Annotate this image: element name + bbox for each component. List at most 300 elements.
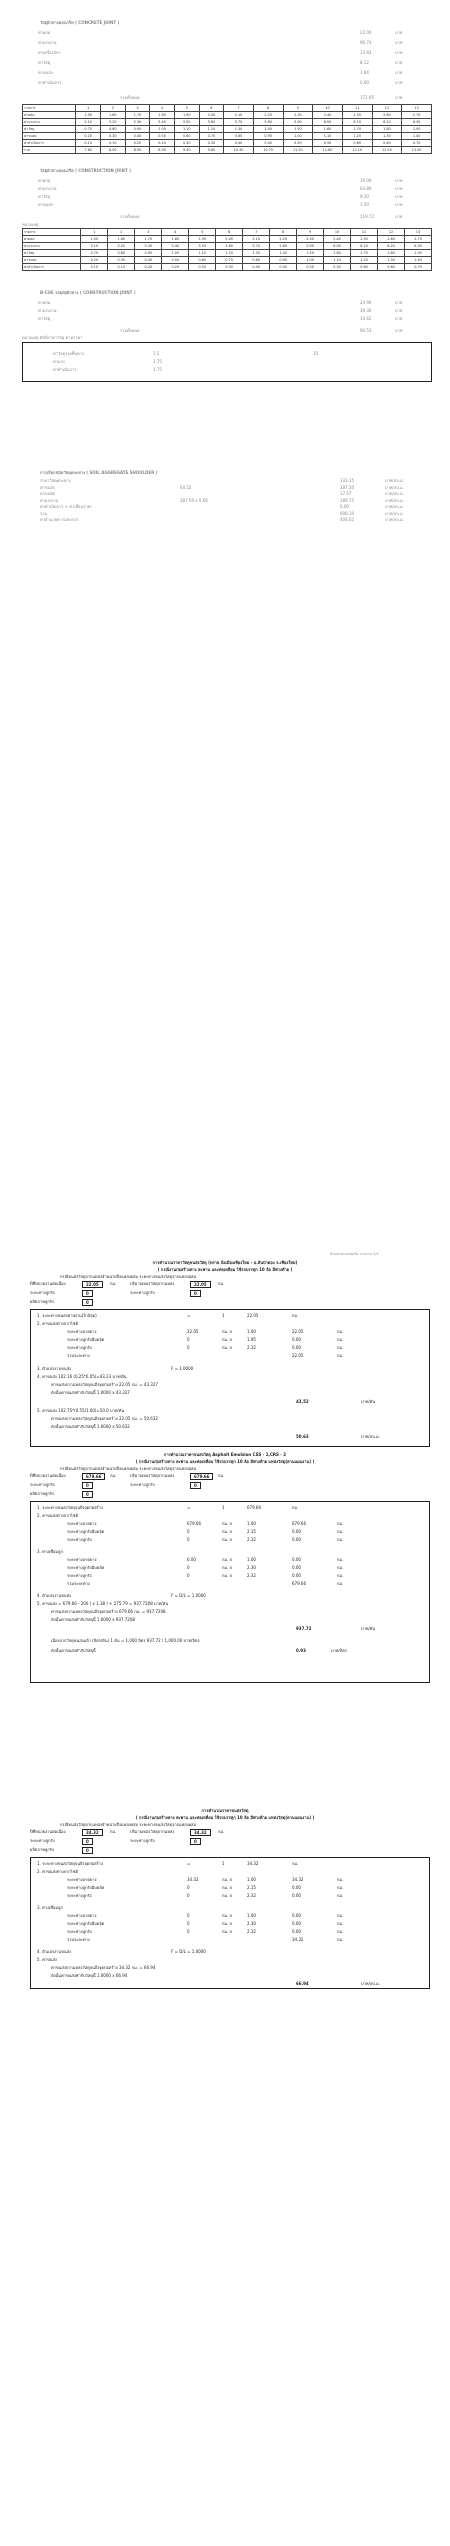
table-cell: 1.00 [162, 250, 189, 257]
header-field-f2-label: ปริมาณของวัสดุจากแหล่ง [130, 1829, 175, 1834]
row-label: ค่าขนส่ง [40, 484, 55, 490]
calc-line-d: 0.00 [292, 1921, 301, 1926]
calc-line-label: ระยะทางลาดยาง [67, 1521, 97, 1526]
header-field-f2-val: 34.32 [190, 1829, 211, 1836]
calc-line-label: 1. ระยะทางขนส่งวัสดุจนถึงจุดก่อสร้าง [37, 1861, 103, 1866]
row-value: 287.50 [340, 484, 354, 490]
formula-line: 5. ค่าขนส่ง [37, 1957, 57, 1962]
row-label: ค่าวัสดุ [38, 194, 51, 199]
calc-line-d: 0.00 [292, 1893, 301, 1898]
formula-line: 5. ค่าขนส่ง 102.75*(0.55/1.00)=50.0 บาท/ตัน [37, 1408, 125, 1413]
header-field-f2-unit: กม. [218, 1473, 225, 1478]
row-value: 24.90 [360, 300, 372, 305]
calc-line-b: กม. x [222, 1557, 232, 1562]
table-cell: 10.30 [224, 147, 254, 154]
calc-line-c: 1.95 [247, 1337, 256, 1342]
calc-line-b: กม. x [222, 1893, 232, 1898]
table-cell: 1.30 [378, 257, 405, 264]
header-field-f3-label: ระยะทางลูกรัง [30, 1482, 55, 1487]
calc-line-d: กม. [292, 1313, 299, 1318]
calc-line-label: ระยะทางลาดยาง [67, 1329, 97, 1334]
calc-line-label: ระยะทางลูกรังมีบดอัด [67, 1565, 105, 1570]
table-cell: 0.30 [108, 257, 135, 264]
table-cell: 2.20 [270, 236, 297, 243]
table-cell: ค่าดำเนินการ [23, 264, 81, 271]
table-cell: 0.20 [125, 140, 150, 147]
table-cell: ค่าขนส่ง [23, 133, 76, 140]
row-label: ค่าวัสดุ [38, 60, 51, 65]
table-cell: ค่าผสม [23, 112, 76, 119]
table-cell: 1.80 [162, 236, 189, 243]
row-label: ค่าแรงงาน [38, 40, 57, 45]
formula-detail: ค่าขนส่งจากแหล่งวัสดุจนถึงจุดก่อสร้าง 34.32 กม. = 66.94 [51, 1965, 156, 1970]
table-cell: 1.10 [189, 250, 216, 257]
calc-line-c: 1.00 [247, 1521, 256, 1526]
table-cell: 1.00 [297, 257, 324, 264]
header-field-f1-label: ปีที่หน่วยงานต่อเนื่อง [30, 1473, 66, 1478]
row-middle: 64.52 [180, 484, 192, 490]
calc-line-c: 679.66 [247, 1505, 261, 1510]
calc-line-e: กม. [337, 1521, 344, 1526]
factor-expression: F = 1.0000 [171, 1366, 194, 1371]
section-title: B-COE รอยต่อผิวทาง ( CONSTRUCTION JOINT ) [40, 290, 136, 295]
calc-line-a: 0 [187, 1921, 190, 1926]
calc-box [30, 1857, 430, 1989]
calc-line-e: กม. [337, 1893, 344, 1898]
row-unit: บาท [395, 316, 403, 321]
calc-line-e: กม. [337, 1345, 344, 1350]
table-header-cell: 4 [150, 105, 175, 112]
row-unit: บาท [395, 70, 403, 75]
row-value: 8.12 [360, 60, 369, 65]
row-unit: บาท [395, 30, 403, 35]
table-cell: 0.60 [378, 264, 405, 271]
table-cell: 0.40 [224, 140, 254, 147]
calc-line-e: กม. [337, 1877, 344, 1882]
calc-line-e: กม. [337, 1581, 344, 1586]
formula-detail: ดังนั้นค่าขนส่งทำกับวัสดุนี้ [51, 1648, 96, 1653]
table-cell: 5.80 [270, 243, 297, 250]
calc-line-label: ระยะทางลูกรัง [67, 1929, 92, 1934]
calc-line-d: 0.00 [292, 1345, 301, 1350]
calc-line-d: 34.32 [292, 1877, 304, 1882]
calc-line-c: 2.30 [247, 1565, 256, 1570]
table-cell: 13.00 [402, 147, 432, 154]
table-cell: 1.10 [324, 257, 351, 264]
header-field-f5-val: 0 [82, 1299, 93, 1306]
calc-line-b: กม. x [222, 1537, 232, 1542]
table-cell: 5.50 [174, 119, 199, 126]
row-value-a: 1.75 [153, 367, 162, 372]
table-cell: 1.20 [342, 133, 372, 140]
result-value: 0.93 [296, 1648, 306, 1653]
calc-line-label: ระยะทางลาดยาง [67, 1913, 97, 1918]
table-cell: 2.40 [313, 112, 343, 119]
table-cell: ค่าวัสดุ [23, 126, 76, 133]
calc-line-b: 1 [222, 1861, 225, 1866]
row-unit: บาท [395, 308, 403, 313]
calc-line-e: กม. [337, 1913, 344, 1918]
table-header-cell: 10 [313, 105, 343, 112]
calc-line-d: 679.66 [292, 1581, 306, 1586]
note-text: หมายเหตุ ดัชนีราคาวัสดุ ตามราคา [22, 335, 83, 340]
calc-title: การคำนวณราคาขนส่งวัสดุ [201, 1808, 249, 1813]
table-cell: 0.50 [283, 140, 313, 147]
table-cell: 6.20 [372, 119, 402, 126]
table-cell: 2.00 [216, 236, 243, 243]
calc-line-a: 0 [187, 1929, 190, 1934]
table-cell: ค่าวัสดุ [23, 250, 81, 257]
table-cell: 0.80 [243, 257, 270, 264]
row-label: ค่าขนส่ง [38, 70, 53, 75]
calc-title: การคำนวณราคาขนส่งวัสดุ Asphalt Emulsion CSS - 1,CRS - 2 [163, 1452, 287, 1457]
row-label: ค่าผสม [38, 300, 51, 305]
table-cell: 0.10 [81, 264, 108, 271]
table-cell: ค่าแรงงาน [23, 243, 81, 250]
formula-detail: ค่าขนส่งจากแหล่งวัสดุจนถึงจุดก่อสร้าง 679.66 กม. = 937.7208 [51, 1609, 166, 1614]
factor-label: 4. ตัวแปรงานขนส่ง [37, 1593, 71, 1598]
formula-line: 4. ค่าขนส่ง 102.16 (0.25*0.05)=43.23 บาท/ตัน [37, 1374, 127, 1379]
calc-line-a: 34.32 [187, 1877, 199, 1882]
table-cell: 0.20 [81, 257, 108, 264]
row-unit: บาท [395, 300, 403, 305]
calc-line-a: 0 [187, 1529, 190, 1534]
table-cell: 0.70 [402, 140, 432, 147]
table-cell: 9.40 [174, 147, 199, 154]
table-cell: 1.70 [135, 236, 162, 243]
table-cell: 0.60 [189, 257, 216, 264]
result-unit: บาท/ลบ.ม. [361, 1434, 380, 1439]
table-cell: 8.50 [125, 147, 150, 154]
calc-subtitle: ( กรณีงานก่อสร้างทาง สะพาน และท่อเหลี่ยม ใช้รถบรรทุก 10 ล้อ มีพ่วงท้าย ) [157, 1267, 293, 1272]
calc-line-c: 2.32 [247, 1573, 256, 1578]
total-unit: บาท [395, 328, 403, 333]
header-field-f3-val: 0 [82, 1290, 93, 1297]
cost-table-2 [22, 228, 432, 271]
table-header-cell: 13 [404, 229, 431, 236]
header-field-f2-val: 679.66 [190, 1473, 213, 1480]
table-cell: 7.60 [76, 147, 101, 154]
table-cell: 0.90 [270, 257, 297, 264]
calc-line-b: กม. x [222, 1529, 232, 1534]
header-field-f2-unit: กม. [218, 1829, 225, 1834]
row-value: 19.00 [360, 178, 372, 183]
table-header-cell: 2 [108, 229, 135, 236]
calc-line-b: กม. x [222, 1921, 232, 1926]
table-cell: 0.50 [162, 257, 189, 264]
calc-line-e: กม. [337, 1921, 344, 1926]
factor-label: 4. ตัวแปรงานขนส่ง [37, 1949, 71, 1954]
formula-detail: ดังนั้นค่าขนส่งทำกับวัสดุนี้ 1.0000 x 43.327 [51, 1390, 130, 1395]
table-cell: 1.90 [402, 126, 432, 133]
table-cell: 5.70 [224, 119, 254, 126]
header-field-f2-val: 22.05 [190, 1281, 211, 1288]
calc-line-d: 0.00 [292, 1337, 301, 1342]
table-cell: 0.50 [150, 133, 175, 140]
table-cell: 2.30 [283, 112, 313, 119]
row-unit: บาท [395, 202, 403, 207]
formula-detail: ค่าขนส่งจากแหล่งวัสดุจนถึงจุดก่อสร้าง 22.05 กม. = 50.632 [51, 1416, 158, 1421]
calc-line-c: 2.32 [247, 1345, 256, 1350]
table-cell: 12.10 [342, 147, 372, 154]
table-cell: 1.60 [313, 126, 343, 133]
row-value: 39.30 [360, 308, 372, 313]
row-label: ค่าผสม [38, 30, 51, 35]
table-cell: 1.90 [174, 112, 199, 119]
sub-title: 3. ทางเชื่อมลูก [37, 1905, 63, 1910]
result-unit: บาท/ตัน [361, 1399, 376, 1404]
factor-label: 3. ตัวแปรงานขนส่ง [37, 1366, 71, 1371]
table-header-cell: รายการ [23, 229, 81, 236]
table-cell: 6.10 [351, 243, 378, 250]
table-cell: 1.90 [189, 236, 216, 243]
table-cell: 0.70 [199, 133, 224, 140]
table-cell: 0.30 [199, 140, 224, 147]
row-label: ค่าขนส่ง [38, 202, 53, 207]
table-header-cell: 6 [216, 229, 243, 236]
table-header-cell: รายการ [23, 105, 76, 112]
header-field-f5-label: ผลิตภาพลูกรัง [30, 1299, 54, 1304]
table-cell: 0.30 [216, 264, 243, 271]
table-cell: 1.60 [100, 112, 125, 119]
header-field-f5-val: 0 [82, 1491, 93, 1498]
table-cell: 1.30 [243, 250, 270, 257]
table-header-cell: 11 [342, 105, 372, 112]
row-label: ค่าแรงงาน [38, 308, 57, 313]
table-cell: 2.50 [342, 112, 372, 119]
table-cell: 0.30 [189, 264, 216, 271]
table-cell: 5.80 [253, 119, 283, 126]
table-cell: 0.50 [313, 140, 343, 147]
table-cell: 2.00 [199, 112, 224, 119]
table-cell: 1.90 [404, 250, 431, 257]
calc-line-label: ระยะทางลูกรัง [67, 1345, 92, 1350]
row-label: ค่าอำนวยความสะดวก [40, 517, 79, 522]
calc-line-label: ระยะทางลาดยาง [67, 1557, 97, 1562]
result-value: 50.63 [296, 1434, 309, 1439]
table-cell: 0.80 [108, 250, 135, 257]
table-cell: ค่าขนส่ง [23, 257, 81, 264]
calc-line-label: 2. ค่าขนส่งทางจากไซต์ [37, 1513, 79, 1518]
row-unit: บาท/ลบ.ม. [385, 497, 404, 503]
calc-line-c: 2.32 [247, 1929, 256, 1934]
table-cell: 1.40 [253, 126, 283, 133]
table-cell: 5.10 [76, 119, 101, 126]
row-value: 608.10 [340, 510, 354, 516]
result-value: 66.94 [296, 1981, 309, 1986]
table-cell: 1.10 [313, 133, 343, 140]
table-cell: 2.60 [372, 112, 402, 119]
table-cell: 0.40 [253, 140, 283, 147]
table-cell: 5.90 [283, 119, 313, 126]
calc-line-label: 1. ระยะทางขนส่งวัสดุจนถึงจุดก่อสร้าง [37, 1505, 103, 1510]
calc-line-label: รวมระยะทาง [67, 1937, 90, 1942]
header-field-f1-val: 679.66 [82, 1473, 105, 1480]
row-value-b: 35 [313, 351, 319, 356]
calc-line-b: กม. x [222, 1877, 232, 1882]
table-cell: 0.10 [108, 264, 135, 271]
header-field-f3-val: 0 [82, 1482, 93, 1489]
row-label: ค่าแรงงาน [38, 186, 57, 191]
calc-line-c: 1.00 [247, 1329, 256, 1334]
table-cell: 12.50 [372, 147, 402, 154]
calc-line-d: 0.00 [292, 1929, 301, 1934]
result-unit: บาท/ลบ.ม. [361, 1981, 380, 1986]
header-field-f4-val: 0 [190, 1290, 201, 1297]
table-cell: 1.20 [351, 257, 378, 264]
calc-line-d: 0.00 [292, 1885, 301, 1890]
calc-line-label: รวมระยะทาง [67, 1581, 90, 1586]
table-cell: 5.10 [81, 243, 108, 250]
row-label: ค่าผสม [38, 178, 51, 183]
calc-line-label: 1. ระยะทางขนส่งทางผ่าน(ใกล้สุด) [37, 1313, 97, 1318]
header-field-f3-val: 0 [82, 1838, 93, 1845]
table-cell: 0.70 [81, 250, 108, 257]
table-row [23, 250, 432, 257]
calc-line-label: ระยะทางลูกรังมีบดอัด [67, 1885, 105, 1890]
row-label: ค่าบดอัด [40, 491, 56, 496]
calc-line-a: 0 [187, 1565, 190, 1570]
table-cell: ค่าผสม [23, 236, 81, 243]
section-title: การเลือกชนิดวัสดุคละทาง ( SOIL AGGREGATE SHOULDER ) [40, 470, 158, 475]
row-unit: บาท [395, 40, 403, 45]
row-unit: บาท [395, 178, 403, 183]
section-title: วัสดุผิวทางคอนกรีต ( CONCRETE JOINT ) [40, 20, 120, 25]
table-cell: 6.20 [378, 243, 405, 250]
factor-expression: F = D/L = 1.0000 [171, 1949, 206, 1954]
row-value: 17.57 [340, 491, 352, 496]
table-header-cell: 1 [76, 105, 101, 112]
header-field-f1-unit: กม. [110, 1281, 117, 1286]
calc-line-b: กม. x [222, 1929, 232, 1934]
table-cell: 6.30 [402, 119, 432, 126]
table-cell: 5.70 [243, 243, 270, 250]
table-cell: 0.10 [76, 140, 101, 147]
calc-line-d: 22.05 [292, 1329, 304, 1334]
calc-line-label: ระยะทางลูกรังมีบดอัด [67, 1921, 105, 1926]
table-cell: 6.00 [324, 243, 351, 250]
row-label: ค่าแรงงาน [40, 497, 59, 503]
table-cell: 2.70 [404, 236, 431, 243]
row-value: 189.75 [340, 497, 354, 503]
row-unit: บาท/ลบ.ม. [385, 504, 404, 509]
calc-line-label: ระยะทางลูกรัง [67, 1893, 92, 1898]
row-value: 133.15 [340, 478, 354, 483]
table-header-cell: 8 [270, 229, 297, 236]
row-label: ค่าวัสดุ [38, 316, 51, 321]
formula-line: 5. ค่าขนส่ง = 679.66 - 200 ) x 1.38 ) + 275.79 = 937.7208 บาท/ตัน [37, 1601, 169, 1606]
formula-detail: ค่าขนส่งจากแหล่งวัสดุจนถึงจุดก่อสร้าง 22.05 กม. = 43.327 [51, 1382, 158, 1387]
table-row [23, 126, 432, 133]
table-cell: 2.70 [402, 112, 432, 119]
calc-line-a: = [187, 1861, 191, 1866]
row-label: ค่าดำเนินการ [38, 80, 62, 85]
table-cell: 2.20 [253, 112, 283, 119]
total-value: 90.53 [360, 328, 372, 333]
header-field-f4-label: ระยะทางลูกรัง [130, 1838, 155, 1843]
row-label: รวม [40, 510, 48, 516]
calc-line-e: กม. [337, 1529, 344, 1534]
header-field-f2-unit: กม. [218, 1281, 225, 1286]
table-cell: 0.50 [324, 264, 351, 271]
table-cell: 6.10 [342, 119, 372, 126]
calc-line-e: กม. [337, 1537, 344, 1542]
page-reference: ตัวอย่างแบบฟอร์ม รวมงาน 2/2 [330, 1252, 379, 1256]
row-value: 408.02 [340, 517, 354, 522]
calc-subline: กรณีขนส่งวัสดุจากแหล่งจำหน่ายถึงแหล่งผสม ระยะทางขนส่งวัสดุจากแหล่งผสม [60, 1466, 197, 1471]
table-cell: 1.30 [372, 133, 402, 140]
row-label: ค่าเครื่องจักร [38, 50, 61, 55]
row-value: 0.00 [340, 504, 349, 509]
calc-line-a: 0 [187, 1913, 190, 1918]
row-unit: บาท/ลบ.ม. [385, 478, 404, 483]
table-cell: 11.20 [283, 147, 313, 154]
header-field-f1-val: 34.32 [82, 1829, 103, 1836]
table-cell: 1.40 [270, 250, 297, 257]
table-cell: 0.80 [224, 133, 254, 140]
header-field-f4-label: ระยะทางลูกรัง [130, 1482, 155, 1487]
row-value: 9.20 [360, 194, 369, 199]
row-unit: บาท [395, 80, 403, 85]
result-value: 43.52 [296, 1399, 309, 1404]
row-value: 0.00 [360, 80, 369, 85]
calc-line-d: 679.66 [292, 1521, 306, 1526]
total-value: 172.95 [360, 95, 374, 100]
table-cell: 0.70 [76, 126, 101, 133]
table-cell: 0.90 [125, 126, 150, 133]
table-cell: 1.40 [402, 133, 432, 140]
row-unit: บาท [395, 50, 403, 55]
table-row [23, 140, 432, 147]
table-cell: ค่าแรงงาน [23, 119, 76, 126]
calc-line-a: 0 [187, 1345, 190, 1350]
table-cell: 8.00 [100, 147, 125, 154]
table-cell: 2.40 [324, 236, 351, 243]
total-unit: บาท [395, 214, 403, 219]
table-cell: 5.20 [100, 119, 125, 126]
calc-line-a: 0.00 [187, 1557, 196, 1562]
calc-subline: กรณีขนส่งวัสดุจากแหล่งจำหน่ายถึงแหล่งผสม ระยะทางขนส่งวัสดุจากแหล่งผสม [60, 1274, 197, 1279]
calc-line-c: 2.32 [247, 1893, 256, 1898]
table-cell: 5.30 [135, 243, 162, 250]
table-cell: 0.40 [135, 257, 162, 264]
header-field-f3-label: ระยะทางลูกรัง [30, 1290, 55, 1295]
row-label: ค่าวัสดุรองพื้นทาง [53, 351, 84, 356]
calc-line-b: กม. x [222, 1565, 232, 1570]
table-cell: 5.40 [150, 119, 175, 126]
formula-detail: ดังนั้นค่าขนส่งทำกับวัสดุนี้ 1.0000 x 66.94 [51, 1973, 128, 1978]
calc-box [30, 1501, 430, 1683]
calc-title: การคำนวณราคาวัสดุขนส่งวัสดุ (ทราย นั่งเมืองเชียงใหม่ - อ.สันป่าตอง จ.เชียงใหม่) [152, 1260, 298, 1265]
row-label: ค่าดำเนินการ [53, 367, 77, 372]
calc-line-b: กม. x [222, 1885, 232, 1890]
table-cell: 0.30 [100, 133, 125, 140]
formula-detail: เนื่องจากวัสดุขนส่งแล้ว (ลิตร/ตัน) 1 ตัน = 1,000 ลิตร 937.72 / 1,000.00 บาท/ลิตร [51, 1638, 200, 1643]
row-value: 1.84 [360, 70, 369, 75]
table-cell: 0.30 [174, 140, 199, 147]
table-cell: 0.20 [162, 264, 189, 271]
section-title: วัสดุผิวทางคอนกรีต ( CONSTRUCTION JOINT ) [40, 168, 131, 173]
calc-line-label: 2. ค่าขนส่งทางจากไซต์ [37, 1869, 79, 1874]
calc-line-d: 22.05 [292, 1353, 304, 1358]
table-cell: 8.90 [150, 147, 175, 154]
calc-line-label: รวมระยะทาง [67, 1353, 90, 1358]
row-value: 22.00 [360, 30, 372, 35]
sub-title: 3. ทางเชื่อมลูก [37, 1549, 63, 1554]
table-cell: 10.70 [253, 147, 283, 154]
row-value-a: 1.5 [153, 351, 160, 356]
table-row [23, 147, 432, 154]
